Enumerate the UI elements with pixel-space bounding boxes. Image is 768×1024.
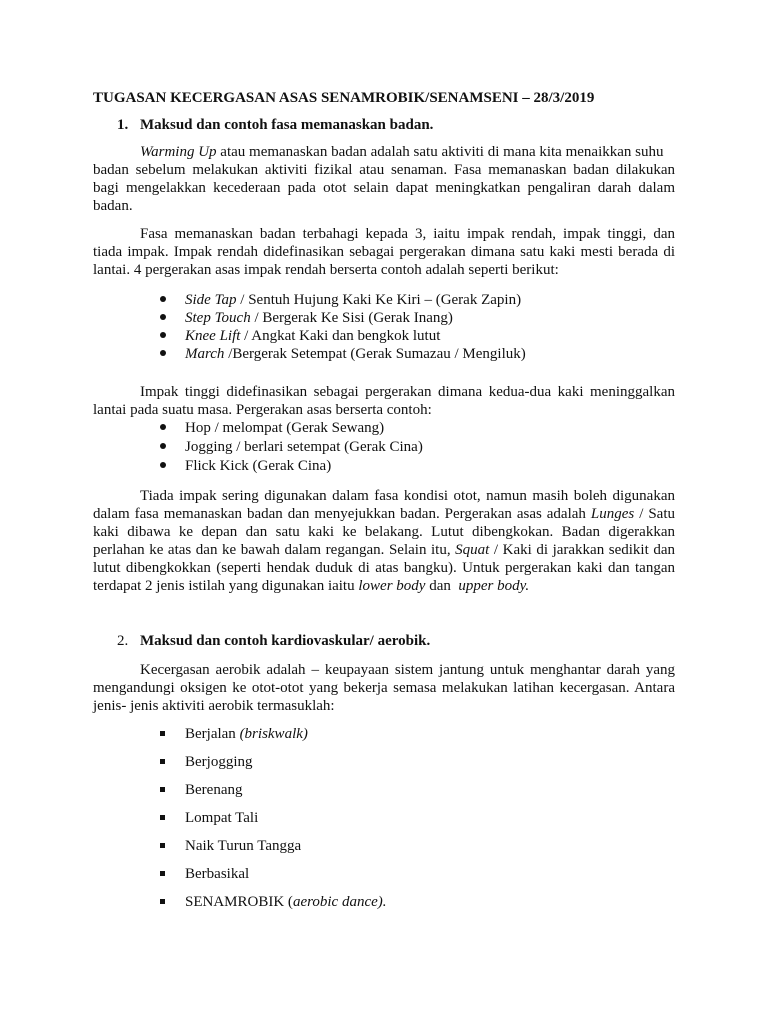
- s1-p2-line1: Fasa memanaskan badan terbahagi kepada 3, iaitu impak rendah, impak tinggi, dan: [140, 226, 675, 242]
- section-2-number: 2.: [117, 633, 129, 649]
- s1-p4-line1: Tiada impak sering digunakan dalam fasa kondisi otot, namun masih boleh digunakan: [140, 488, 675, 504]
- s2-p1-line1: Kecergasan aerobik adalah – keupayaan sistem jantung untuk menghantar darah yang: [140, 662, 675, 678]
- s1-p3-line1: Impak tinggi didefinasikan sebagai pergerakan dimana kedua-dua kaki meninggalkan: [140, 384, 675, 400]
- s2-p1-line2: mengandungi oksigen ke otot-otot yang bekerja semasa melakukan latihan kecergasan. Antara: [93, 680, 675, 696]
- s1-p4-line3: kaki dibawa ke depan dan satu kaki ke belakang. Lutut dibengkokan. Badan digerakkan: [93, 524, 675, 540]
- s1-p4-line2: dalam fasa memanaskan badan dan menyejukkan badan. Pergerakan asas adalah Lunges / Satu: [93, 506, 675, 522]
- s1-p3-line2: lantai pada suatu masa. Pergerakan asas berserta contoh:: [93, 402, 432, 418]
- document-title: TUGASAN KECERGASAN ASAS SENAMROBIK/SENAMSENI – 28/3/2019: [93, 90, 595, 106]
- section-2-heading: Maksud dan contoh kardiovaskular/ aerobik.: [140, 633, 431, 649]
- s1-p1-line4: badan.: [93, 198, 133, 214]
- s1-p1-line2: badan sebelum melakukan aktiviti fizikal atau senaman. Fasa memanaskan badan dilakukan: [93, 162, 675, 178]
- s1-p2-line3: lantai. 4 pergerakan asas impak rendah berserta contoh adalah seperti berikut:: [93, 262, 559, 278]
- s1-p2-line2: tiada impak. Impak rendah didefinasikan sebagai pergerakan dimana satu kaki mesti berada di: [93, 244, 675, 260]
- s1-p4-line4: perlahan ke atas dan ke bawah dalam regangan. Selain itu, Squat / Kaki di jarakkan sedikit dan: [93, 542, 675, 558]
- document-page: TUGASAN KECERGASAN ASAS SENAMROBIK/SENAMSENI – 28/3/2019 1. Maksud dan contoh fasa memanaskan badan. Warming Up atau memanaskan badan adalah satu aktiviti di mana kita menaikkan suhu badan sebelum melakukan aktiviti fizikal atau senaman. Fasa memanaskan badan dilakukan bagi mengelakkan kecederaan pada otot selain dapat meningkatkan pengaliran darah dalam badan. Fasa memanaskan badan terbahagi kepada 3, iaitu impak rendah, impak tinggi, dan tiada impak. Impak rendah didefinasikan sebagai pergerakan dimana satu kaki mesti berada di lantai. 4 pergerakan asas impak rendah berserta contoh adalah seperti berikut: Side Tap / Sentuh Hujung Kaki Ke Kiri – (Gerak Zapin) Step Touch / Bergerak Ke Sisi (Gerak Inang) Knee Lift / Angkat Kaki dan bengkok lutut March /Bergerak Setempat (Gerak Sumazau / Mengiluk) Impak tinggi didefinasikan sebagai pergerakan dimana kedua-dua kaki meninggalkan lantai pada suatu masa. Pergerakan asas berserta contoh: Hop / melompat (Gerak Sewang) Jogging / berlari setempat (Gerak Cina) Flick Kick (Gerak Cina) Tiada impak sering digunakan dalam fasa kondisi otot, namun masih boleh digunakan dalam fasa memanaskan badan dan menyejukkan badan. Pergerakan asas adalah Lunges / Satu kaki dibawa ke depan dan satu kaki ke belakang. Lutut dibengkokan. Badan digerakkan perlahan ke atas dan ke bawah dalam regangan. Selain itu, Squat / Kaki di jarakkan sedikit dan lutut dibengkokkan (seperti hendak duduk di atas bangku). Untuk pergerakan kaki dan tangan terdapat 2 jenis istilah yang digunakan iaitu lower body dan upper body. 2. Maksud dan contoh kardiovaskular/ aerobik. Kecergasan aerobik adalah – keupayaan sistem jantung untuk menghantar darah yang mengandungi oksigen ke otot-otot yang bekerja semasa melakukan latihan kecergasan. Antara jenis- jenis aktiviti aerobik termasuklah: Berjalan (briskwalk) Berjogging Berenang Lompat Tali Naik Turun Tangga Berbasikal SENAMROBIK (aerobic dance).: [93, 90, 675, 910]
- section-1-number: 1.: [117, 117, 129, 133]
- s1-p4-line5: lutut dibengkokkan (seperti hendak duduk di atas bangku). Untuk pergerakan kaki dan tangan: [93, 560, 675, 576]
- section-1-heading: Maksud dan contoh fasa memanaskan badan.: [140, 117, 434, 133]
- s1-p1-line3: bagi mengelakkan kecederaan pada otot selain dapat meningkatkan pengaliran darah dalam: [93, 180, 675, 196]
- s1-p1-line1: Warming Up atau memanaskan badan adalah satu aktiviti di mana kita menaikkan suhu: [140, 144, 664, 160]
- s2-p1-line3: jenis- jenis aktiviti aerobik termasuklah:: [93, 698, 335, 714]
- s1-p4-line6: terdapat 2 jenis istilah yang digunakan iaitu lower body dan upper body.: [93, 578, 530, 594]
